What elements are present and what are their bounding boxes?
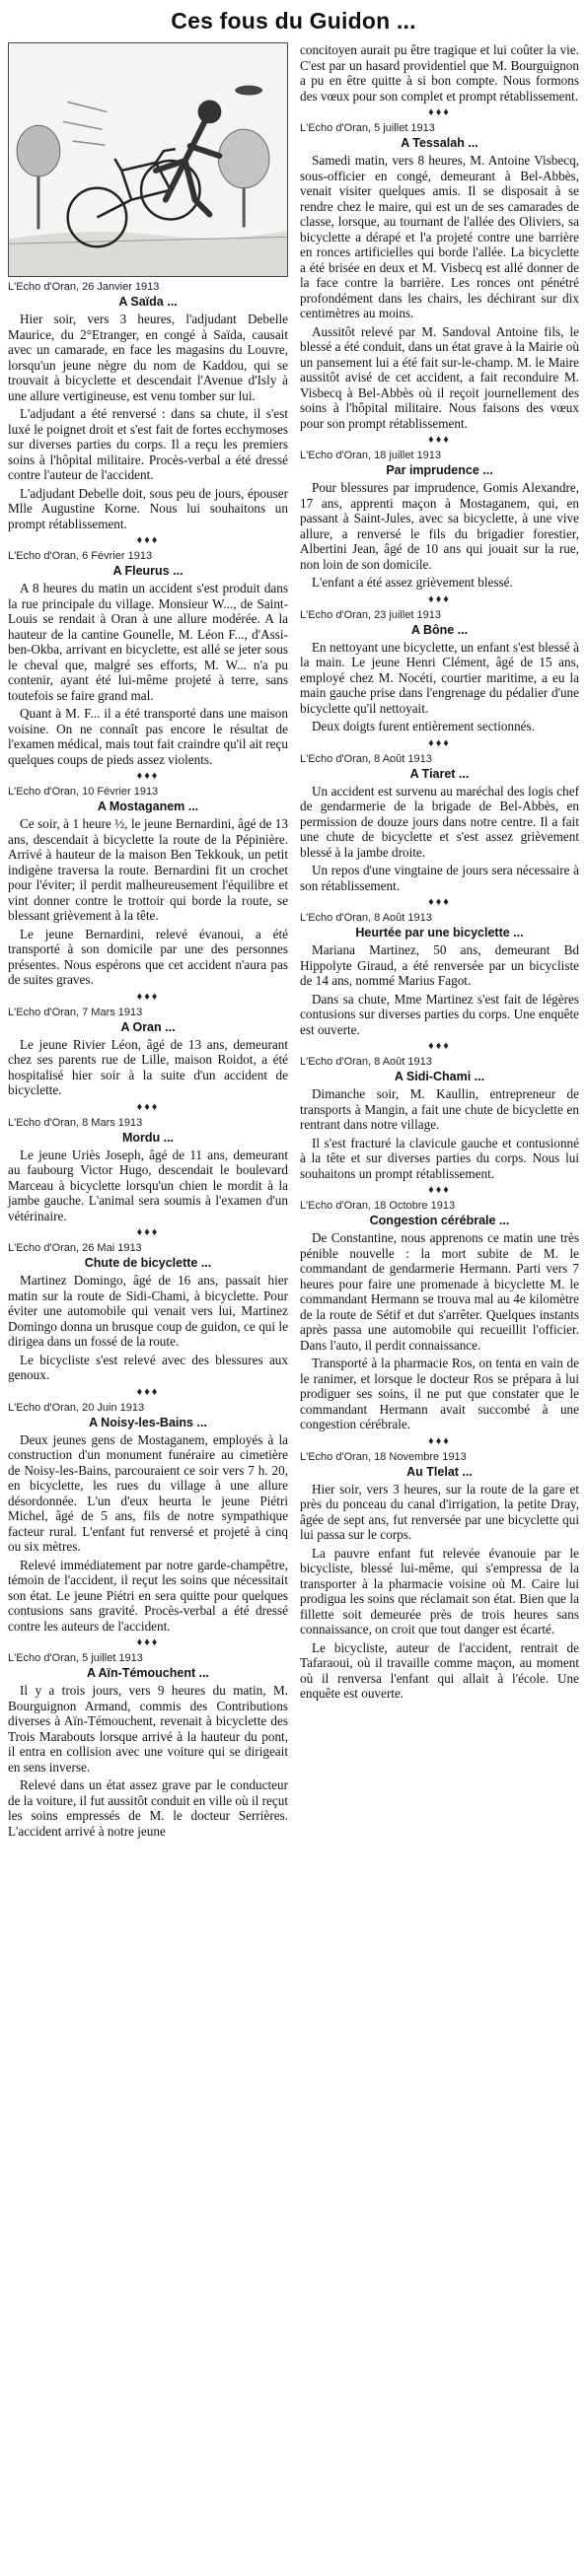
article-source: L'Echo d'Oran, 23 juillet 1913 <box>300 608 442 621</box>
article-heading: A Oran ... <box>120 1019 176 1034</box>
article-paragraph: Relevé dans un état assez grave par le conducteur de la voiture, il fut aussitôt conduit en ville où il reçut les soins empressés de M. le docteur Serrières. L'accident arrivé à notre jeune <box>8 1777 288 1839</box>
article-paragraph: Dans sa chute, Mme Martinez s'est fait de légères contusions sur diverses parties du corps. Une enquête est ouverte. <box>300 991 579 1037</box>
article-source: L'Echo d'Oran, 5 juillet 1913 <box>300 122 435 134</box>
article-source: L'Echo d'Oran, 8 Août 1913 <box>300 1056 432 1068</box>
article-paragraph: Samedi matin, vers 8 heures, M. Antoine Visbecq, sous-officier en congé, demeurant à Bel-Abbès, venait visiter quelques amis. Il se disposait à se rendre chez le maire, qui est un de ses camarades de classe, lorsque, au tournant de l'allée des Oliviers, sa bicyclette a dérapé et l'a projeté contre une barrière en ronces artificielles qui borde l'allée. La bicyclette a été brisée en deux et M. Visbecq est allé donner de la face contre la barrière. Les ronces ont pénétré profondément dans les chairs, les déchirant sur dix centimètres au moins. <box>300 153 579 320</box>
article-paragraph: Deux jeunes gens de Mostaganem, employés à la construction d'un monument funéraire au cimetière de Noisy-les-Bains, parcouraient ce soir vers 7 h. 20, en bicyclette, les rues du village à une allure désordonnée. L'un d'eux heurta le jeune Piétri Michel, âgé de 5 ans, fils de notre sympathique facteur rural. L'enfant fut renversé et projeté à cinq ou six mètres. <box>8 1431 288 1554</box>
article-heading: Chute de bicyclette ... <box>84 1256 212 1270</box>
article-heading: Heurtée par une bicyclette ... <box>355 926 524 940</box>
article-paragraph: Le bicycliste s'est relevé avec des blessures aux genoux. <box>8 1352 288 1382</box>
article-source: L'Echo d'Oran, 8 Mars 1913 <box>8 1116 143 1129</box>
article-separator: ♦♦♦ <box>428 736 451 749</box>
article-source: L'Echo d'Oran, 7 Mars 1913 <box>8 1006 143 1018</box>
article-separator: ♦♦♦ <box>428 434 451 446</box>
article-paragraph: L'enfant a été assez grièvement blessé. <box>312 575 513 590</box>
article-heading: A Bône ... <box>410 622 469 637</box>
article-separator: ♦♦♦ <box>136 1385 160 1398</box>
article-separator: ♦♦♦ <box>428 1184 451 1196</box>
article-paragraph: Relevé immédiatement par notre garde-champêtre, témoin de l'accident, il reçut les soins que nécessitait son état. Le jeune Piétri en sera quitte pour quelques contusions sans gravité. Procès-verbal a été dressé contre les auteurs de l'accident. <box>8 1557 288 1634</box>
article-paragraph: Le jeune Bernardini, relevé évanoui, a été transporté à son domicile par une des personnes présentes. Nous espérons que cet accident n'aura pas de suites graves. <box>8 926 288 987</box>
article-paragraph: Ce soir, à 1 heure ½, le jeune Bernardini, âgé de 13 ans, descendait à bicyclette la route de la Pépinière. Arrivé à hauteur de la maison Ben Tekkouk, un petit indigène traversa la route. Bernardini fit un crochet pour l'éviter; il perdit malheureusement l'équilibre et vint donner contre le trottoir qui borde la route, se blessant grièvement à la tête. <box>8 816 288 923</box>
cyclist-crash-illustration <box>8 42 288 277</box>
article-source: L'Echo d'Oran, 18 juillet 1913 <box>300 450 442 461</box>
article-separator: ♦♦♦ <box>136 770 160 782</box>
article-heading: A Aïn-Témouchent ... <box>86 1666 210 1680</box>
article-separator: ♦♦♦ <box>136 1636 160 1648</box>
article-paragraph: Le jeune Rivier Léon, âgé de 13 ans, demeurant chez ses parents rue de Lille, maison Roidot, a été hospitalisé hier soir à la suite d'un accident de bicyclette. <box>8 1036 288 1097</box>
article-paragraph: En nettoyant une bicyclette, un enfant s'est blessé à la main. Le jeune Henri Clément, âgé de 15 ans, employé chez M. Nocéti, courtier maritime, a eu la main gauche prise dans l'engrenage du pédalier d'une bicyclette qu'il nettoyait. <box>300 639 579 716</box>
article-separator: ♦♦♦ <box>428 106 451 118</box>
article-paragraph: L'adjudant Debelle doit, sous peu de jours, épouser Mlle Augustine Korne. Nous lui souhaitons un prompt rétablissement. <box>8 485 288 531</box>
right-column <box>300 42 579 1705</box>
article-heading: A Fleurus ... <box>112 564 183 578</box>
article-separator: ♦♦♦ <box>428 896 451 908</box>
article-source: L'Echo d'Oran, 8 Août 1913 <box>300 752 432 765</box>
article-paragraph: Le jeune Uriès Joseph, âgé de 11 ans, demeurant au faubourg Victor Hugo, descendait le boulevard Marceau à bicyclette lorsqu'un chien le mordit à la jambe gauche. L'animal sera soumis à l'examen d'un vétérinaire. <box>8 1147 288 1223</box>
article-paragraph: De Constantine, nous apprenons ce matin une très pénible nouvelle : la mort subite de M. le commandant de gendarmerie Hermann. Parti vers 7 heures pour faire une promenade à bicyclette M. le commandant Hermann se trouva mal au 4e kilomètre de la route de Sétif et dut s'arrêter. Quelques instants après passa une automobile qui recueillit l'officier. Dans l'auto, il perdit connaissance. <box>300 1230 579 1353</box>
article-paragraph: Pour blessures par imprudence, Gomis Alexandre, 17 ans, apprenti maçon à Mostaganem, qui, en passant à Saint-Jules, avec sa bicyclette, à une vive allure, a renversé le fils du brigadier forestier, Albertini Jean, âgé de 10 ans qui jouait sur la rue, non loin de son domicile. <box>300 480 579 572</box>
article-paragraph: Un repos d'une vingtaine de jours sera nécessaire à son rétablissement. <box>300 863 579 893</box>
article-source: L'Echo d'Oran, 5 juillet 1913 <box>8 1652 143 1664</box>
columns <box>8 42 579 1842</box>
article-heading: Congestion cérébrale ... <box>369 1214 510 1227</box>
article-source: L'Echo d'Oran, 6 Février 1913 <box>8 550 153 562</box>
article-separator: ♦♦♦ <box>428 1040 451 1052</box>
article-separator: ♦♦♦ <box>136 990 160 1003</box>
article-paragraph: L'adjudant a été renversé : dans sa chute, il s'est luxé le poignet droit et s'est fait de fortes ecchymoses sur diverses parties du corps. Il a reçu les premiers soins à l'hôpital militaire. Procès-verbal a été dressé contre l'auteur de l'accident. <box>8 406 288 482</box>
cyclist-crash-icon <box>9 43 287 276</box>
article-heading: A Mostaganem ... <box>97 800 199 813</box>
article-heading: A Sidi-Chami ... <box>394 1070 485 1083</box>
article-paragraph: Il y a trois jours, vers 9 heures du matin, M. Bourguignon Armand, commis des Contributions diverses à Aïn-Témouchent, revenait à bicyclette des Trois Marabouts lorsque arrivé à la hauteur du pont, il entra en collision avec une voiture qui se dirigeait en sens inverse. <box>8 1683 288 1775</box>
article-separator: ♦♦♦ <box>428 1434 451 1447</box>
article-source: L'Echo d'Oran, 10 Février 1913 <box>8 786 159 798</box>
article-source: L'Echo d'Oran, 18 Novembre 1913 <box>300 1450 467 1463</box>
article-separator: ♦♦♦ <box>136 1226 160 1238</box>
article-paragraph: Deux doigts furent entièrement sectionnés. <box>312 719 535 733</box>
article-source: L'Echo d'Oran, 20 Juin 1913 <box>8 1401 145 1414</box>
article-heading: A Noisy-les-Bains ... <box>89 1415 207 1429</box>
article-paragraph: Aussitôt relevé par M. Sandoval Antoine fils, le blessé a été conduit, dans un état grave à la Mairie où un pansement lui a été fait sur-le-champ. M. le Maire aussitôt avisé de cet accident, a fait reconduire M. Visbecq à Bel-Abbès où il reçoit journellement des soins à l'hôpital militaire. Nous faisons des vœux pour son prompt rétablissement. <box>300 323 579 431</box>
article-paragraph: Martinez Domingo, âgé de 16 ans, passait hier matin sur la route de Sidi-Chami, à bicyclette. Pour éviter une automobile qui venait vers lui, Martinez Domingo donna un brusque coup de guidon, ce qui le dirigea dans un fossé de la route. <box>8 1273 288 1349</box>
article-source: L'Echo d'Oran, 26 Janvier 1913 <box>8 281 160 293</box>
article-separator: ♦♦♦ <box>428 592 451 605</box>
article-separator: ♦♦♦ <box>136 1100 160 1113</box>
article-paragraph: A 8 heures du matin un accident s'est produit dans la rue principale du village. Monsieur W..., de Saint-Louis se rendait à Oran à une allure modérée. A la hauteur de la cantine Gounelle, M. Léon F..., d'Assi-ben-Okba, arrivant en bicyclette, est allé se jeter sous le cheval que, malgré ses efforts, M. W... n'a pu contenir, ayant été lui-même projeté à terre, sans toutefois se faire grand mal. <box>8 581 288 703</box>
article-paragraph: Hier soir, vers 3 heures, sur la route de la gare et près du ponceau du canal d'irrigation, la petite Dray, âgée de sept ans, fut renversée par une bicyclette qui lui passa sur le corps. <box>300 1481 579 1542</box>
article-paragraph-continued: concitoyen aurait pu être tragique et lui coûter la vie. C'est par un hasard providentiel que M. Bourguignon a pu en être quitte à si bon compte. Nous formons des vœux pour son complet et prompt rétablissement. <box>300 42 579 104</box>
article-heading: A Tiaret ... <box>409 766 470 781</box>
article-source: L'Echo d'Oran, 18 Octobre 1913 <box>300 1200 456 1212</box>
article-separator: ♦♦♦ <box>136 534 160 546</box>
article-heading: Mordu ... <box>121 1130 175 1145</box>
article-heading: Par imprudence ... <box>386 463 493 477</box>
article-source: L'Echo d'Oran, 8 Août 1913 <box>300 912 432 924</box>
page-title: Ces fous du Guidon ... <box>171 8 416 34</box>
article-paragraph: Il s'est fracturé la clavicule gauche et contusionné à la tête et sur diverses parties du corps. Nous lui souhaitons un prompt rétablissement. <box>300 1135 579 1181</box>
article-source: L'Echo d'Oran, 26 Mai 1913 <box>8 1242 142 1254</box>
article-paragraph: Le bicycliste, auteur de l'accident, rentrait de Tafaraoui, où il travaille comme maçon, au moment où il renversa l'enfant qui allait à l'école. Une enquête est ouverte. <box>300 1639 579 1701</box>
article-paragraph: La pauvre enfant fut relevée évanouie par le bicycliste, blessé lui-même, qui s'empressa de la transporter à la pharmacie voisine où M. Caire lui prodigua les soins que réclamait son état. Bien que la fillette soit demeurée près de trois heures sans connaissance, on croit que tout danger est écarté. <box>300 1545 579 1636</box>
article-paragraph: Un accident est survenu au maréchal des logis chef de gendarmerie de la brigade de Bel-Abbès, en permission de douze jours dans notre centre. Il a fait une chute de bicyclette et s'est assez grièvement blessé à la jambe droite. <box>300 783 579 860</box>
article-paragraph: Quant à M. F... il a été transporté dans une maison voisine. On ne connaît pas encore le résultat de l'examen médical, mais tout fait craindre qu'il ait reçu quelques coups de pieds assez violents. <box>8 706 288 767</box>
article-paragraph: Hier soir, vers 3 heures, l'adjudant Debelle Maurice, du 2°Etranger, en congé à Saïda, causait avec un camarade, en face les magasins du Louvre, lorsqu'un jeune nègre du nom de Kaddou, qui se trouvait à bicyclette et descendait l'Avenue d'Isly à une allure vertigineuse, est venu tomber sur lui. <box>8 312 288 403</box>
article-paragraph: Dimanche soir, M. Kaullin, entrepreneur de transports à Mangin, a fait une chute de bicyclette en rentrant dans notre village. <box>300 1086 579 1132</box>
article-heading: A Tessalah ... <box>401 136 478 150</box>
article-heading: Au Tlelat ... <box>406 1464 473 1479</box>
left-column <box>8 42 288 1842</box>
article-paragraph: Transporté à la pharmacie Ros, on tenta en vain de le ranimer, et lorsque le docteur Ros se prépara à lui prodiguer ses soins, il ne put que constater que le commandant Hermann avait succombé à une congestion cérébrale. <box>300 1356 579 1431</box>
article-paragraph: Mariana Martinez, 50 ans, demeurant Bd Hippolyte Giraud, a été renversée par un bicycliste de 14 ans, nommé Marius Fagot. <box>300 942 579 988</box>
article-heading: A Saïda ... <box>118 295 178 309</box>
